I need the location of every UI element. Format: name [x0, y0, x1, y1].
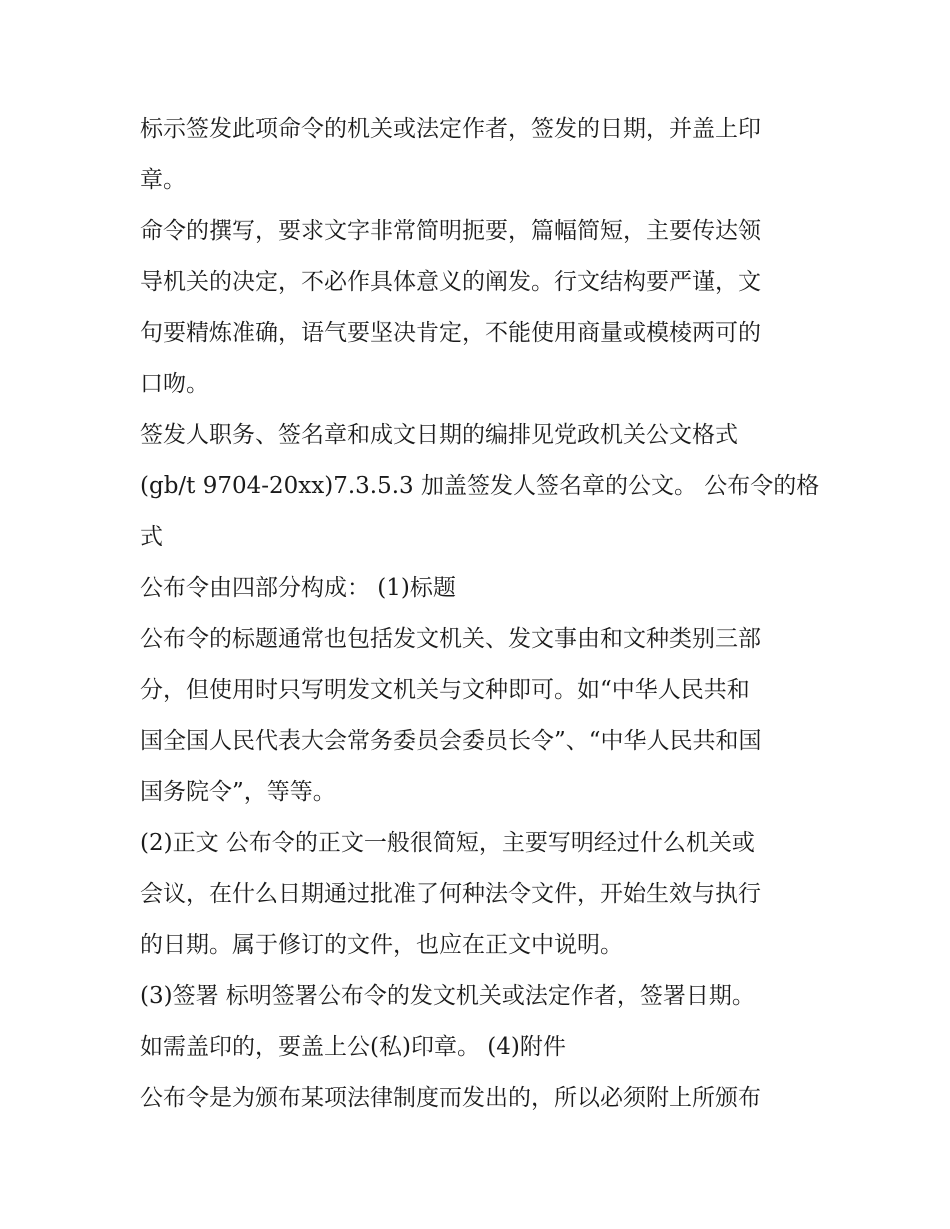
paragraph-signing-section [140, 971, 812, 1073]
paragraph-writing-requirements [140, 206, 812, 410]
text-line: (gb/t 9704-20xx)7.3.5.3 加盖签发人签名章的公文。 公布令的格 [140, 473, 820, 499]
paragraph-title-section [140, 614, 812, 818]
text-line: 签发人职务、签名章和成文日期的编排见党政机关公文格式 [140, 422, 738, 448]
text-line: 章。 [140, 167, 186, 193]
text-line: 的日期。属于修订的文件，也应在正文中说明。 [140, 932, 623, 958]
text-line: 句要精炼准确，语气要坚决肯定，不能使用商量或模棱两可的 [140, 320, 761, 346]
text-line: 标示签发此项命令的机关或法定作者，签发的日期，并盖上印 [140, 116, 761, 142]
paragraph-signature-layout [140, 410, 820, 563]
text-line: (3)签署 标明签署公布令的发文机关或法定作者，签署日期。 [140, 983, 755, 1009]
text-line: 如需盖印的，要盖上公(私)印章。 (4)附件 [140, 1034, 566, 1060]
text-line: 命令的撰写，要求文字非常简明扼要，篇幅简短，主要传达领 [140, 218, 761, 244]
text-line: 导机关的决定，不必作具体意义的阐发。行文结构要严谨，文 [140, 269, 761, 295]
text-line: 分，但使用时只写明发文机关与文种即可。如“中华人民共和 [140, 677, 750, 703]
text-line: 公布令由四部分构成： (1)标题 [140, 575, 456, 601]
text-line: 公布令是为颁布某项法律制度而发出的，所以必须附上所颁布 [140, 1085, 761, 1111]
paragraph-seal-note [140, 104, 812, 206]
text-line: 国全国人民代表大会常务委员会委员长令”、“中华人民共和国 [140, 728, 762, 754]
text-line: 公布令的标题通常也包括发文机关、发文事由和文种类别三部 [140, 626, 761, 652]
paragraph-attachment-section [140, 1073, 812, 1124]
paragraph-structure-intro [140, 563, 812, 614]
text-line: 会议，在什么日期通过批准了何种法令文件，开始生效与执行 [140, 881, 761, 907]
text-line: 国务院令”，等等。 [140, 779, 336, 805]
text-line: 口吻。 [140, 371, 209, 397]
document-body [140, 104, 820, 1124]
text-line: 式 [140, 524, 163, 550]
paragraph-body-section [140, 818, 812, 971]
text-line: (2)正文 公布令的正文一般很简短，主要写明经过什么机关或 [140, 830, 755, 856]
